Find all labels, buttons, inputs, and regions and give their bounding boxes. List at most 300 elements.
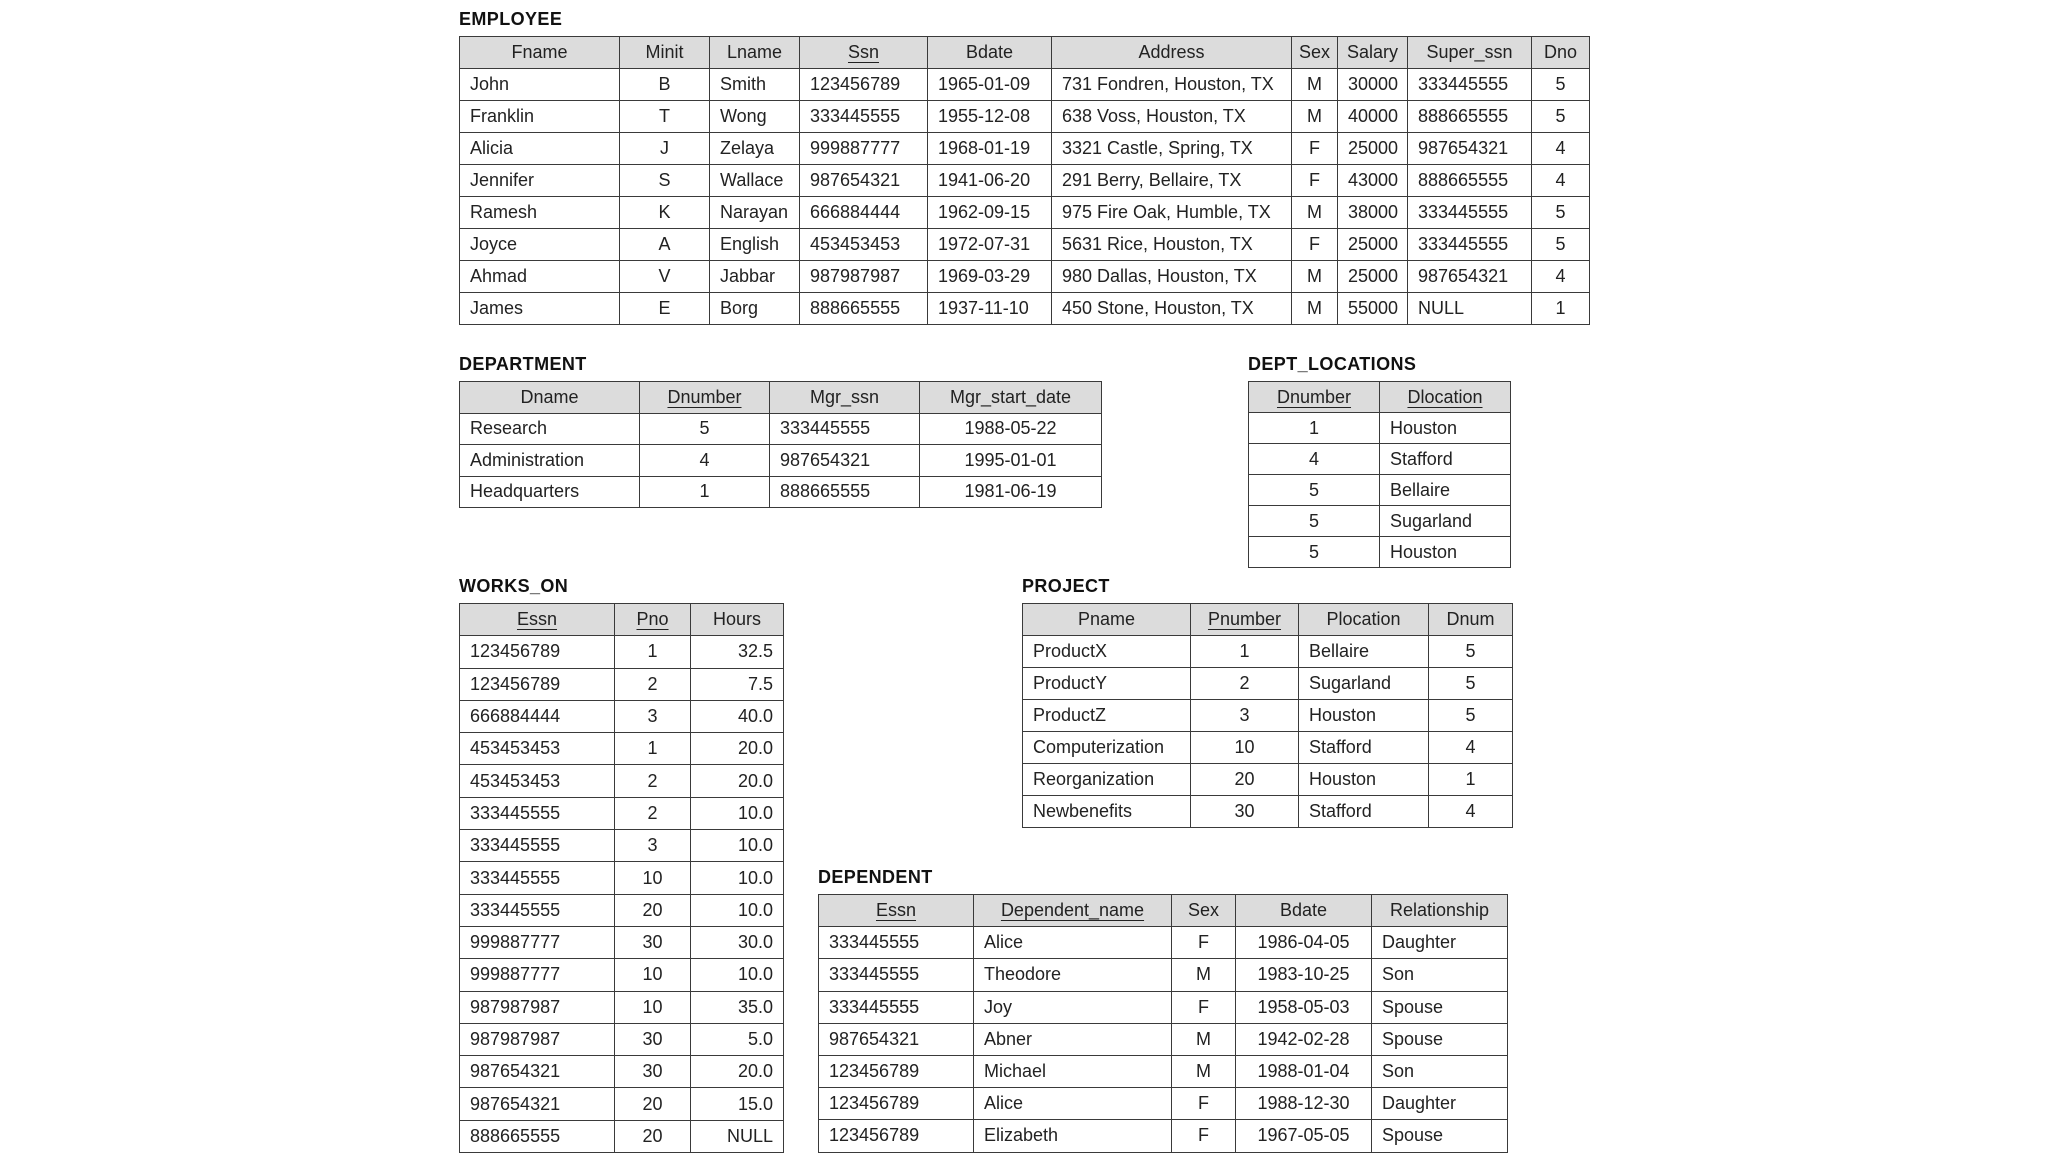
works-on-cell: 40.0 <box>691 700 784 732</box>
dept-locations-table-row <box>1249 444 1511 475</box>
dependent-table-row <box>819 927 1508 959</box>
employee-cell: 5 <box>1532 69 1590 101</box>
employee-cell: 987987987 <box>800 261 928 293</box>
employee-column-header-label: Ssn <box>847 42 880 62</box>
employee-cell: 888665555 <box>1408 165 1532 197</box>
employee-column-header-label: Dno <box>1543 42 1578 62</box>
employee-column-header <box>1408 37 1532 69</box>
project-cell: Sugarland <box>1299 668 1429 700</box>
department-column-header-label: Dnumber <box>667 386 742 407</box>
project-cell: 5 <box>1429 700 1513 732</box>
project-table-row <box>1023 700 1513 732</box>
works-on-column-header <box>460 604 615 636</box>
project-column-header-label: Plocation <box>1326 609 1401 629</box>
employee-title: EMPLOYEE <box>459 9 563 29</box>
employee-table-row <box>460 197 1590 229</box>
dependent-cell: 333445555 <box>819 991 974 1023</box>
employee-cell: Alicia <box>460 133 620 165</box>
project-table <box>1022 603 1513 828</box>
project-cell: 5 <box>1429 636 1513 668</box>
dependent-column-header-label: Essn <box>875 900 917 921</box>
works-on-table-row <box>460 668 784 700</box>
dependent-cell: 333445555 <box>819 927 974 959</box>
project-column-header-label: Dnum <box>1446 609 1495 629</box>
works-on-cell: 987987987 <box>460 1023 615 1055</box>
project-header-row <box>1023 604 1513 636</box>
department-table <box>459 381 1102 508</box>
department-cell: 333445555 <box>770 413 920 445</box>
employee-column-header-label: Address <box>1138 42 1205 62</box>
works-on-cell: 999887777 <box>460 959 615 991</box>
employee-cell: 888665555 <box>800 293 928 325</box>
department-cell: 987654321 <box>770 445 920 477</box>
works-on-cell: 333445555 <box>460 862 615 894</box>
works-on-cell: 20 <box>615 1120 691 1152</box>
dept-locations-table-block <box>1248 353 1511 568</box>
dependent-table-row <box>819 1088 1508 1120</box>
employee-cell: T <box>620 101 710 133</box>
project-cell: 10 <box>1191 732 1299 764</box>
works-on-cell: 3 <box>615 700 691 732</box>
employee-column-header-label: Super_ssn <box>1426 42 1513 62</box>
dependent-cell: 987654321 <box>819 1023 974 1055</box>
dependent-cell: F <box>1172 1120 1236 1152</box>
employee-cell: Smith <box>710 69 800 101</box>
employee-cell: Joyce <box>460 229 620 261</box>
dept-locations-title: DEPT_LOCATIONS <box>1248 354 1417 374</box>
works-on-cell: 10.0 <box>691 797 784 829</box>
works-on-cell: 123456789 <box>460 668 615 700</box>
employee-cell: 1965-01-09 <box>928 69 1052 101</box>
dependent-cell: Abner <box>974 1023 1172 1055</box>
works-on-cell: 20.0 <box>691 1056 784 1088</box>
employee-cell: 1968-01-19 <box>928 133 1052 165</box>
dependent-cell: F <box>1172 927 1236 959</box>
dependent-table-block <box>818 866 1508 1153</box>
employee-table-row <box>460 165 1590 197</box>
works-on-cell: 999887777 <box>460 926 615 958</box>
works-on-column-header <box>615 604 691 636</box>
employee-column-header-label: Minit <box>645 42 684 62</box>
works-on-table-block <box>459 575 784 1153</box>
works-on-table-row <box>460 991 784 1023</box>
employee-table-row <box>460 293 1590 325</box>
works-on-table <box>459 603 784 1153</box>
employee-cell: NULL <box>1408 293 1532 325</box>
dependent-table <box>818 894 1508 1153</box>
dependent-cell: 1988-01-04 <box>1236 1055 1372 1087</box>
dept-locations-cell: Stafford <box>1380 444 1511 475</box>
works-on-header-row <box>460 604 784 636</box>
project-cell: 5 <box>1429 668 1513 700</box>
works-on-cell: 987987987 <box>460 991 615 1023</box>
employee-column-header-label: Fname <box>511 42 568 62</box>
project-title: PROJECT <box>1022 576 1110 596</box>
dependent-cell: M <box>1172 959 1236 991</box>
employee-column-header <box>1532 37 1590 69</box>
employee-cell: E <box>620 293 710 325</box>
employee-cell: Borg <box>710 293 800 325</box>
dept-locations-cell: Bellaire <box>1380 475 1511 506</box>
works-on-cell: 20.0 <box>691 733 784 765</box>
employee-table-row <box>460 261 1590 293</box>
dependent-cell: 1986-04-05 <box>1236 927 1372 959</box>
dependent-column-header-label: Sex <box>1187 900 1220 921</box>
project-table-row <box>1023 796 1513 828</box>
employee-table-block <box>459 8 1590 325</box>
employee-cell: 666884444 <box>800 197 928 229</box>
employee-cell: 333445555 <box>800 101 928 133</box>
works-on-cell: 10 <box>615 991 691 1023</box>
employee-cell: 5 <box>1532 229 1590 261</box>
dependent-cell: 1988-12-30 <box>1236 1088 1372 1120</box>
department-cell: Administration <box>460 445 640 477</box>
dependent-cell: Alice <box>974 1088 1172 1120</box>
dependent-table-row <box>819 959 1508 991</box>
dependent-cell: Elizabeth <box>974 1120 1172 1152</box>
employee-table-row <box>460 101 1590 133</box>
employee-column-header-label: Salary <box>1346 42 1399 62</box>
dependent-cell: 333445555 <box>819 959 974 991</box>
employee-cell: 3321 Castle, Spring, TX <box>1052 133 1292 165</box>
works-on-column-header-label: Essn <box>516 609 558 630</box>
dependent-column-header-label: Dependent_name <box>1000 900 1145 921</box>
employee-cell: 1 <box>1532 293 1590 325</box>
works-on-cell: 987654321 <box>460 1056 615 1088</box>
works-on-table-row <box>460 700 784 732</box>
department-column-header-label: Mgr_start_date <box>949 386 1072 407</box>
department-cell: Headquarters <box>460 476 640 508</box>
employee-cell: 30000 <box>1338 69 1408 101</box>
works-on-cell: 666884444 <box>460 700 615 732</box>
dependent-cell: 1967-05-05 <box>1236 1120 1372 1152</box>
employee-cell: 123456789 <box>800 69 928 101</box>
employee-cell: 453453453 <box>800 229 928 261</box>
employee-cell: 450 Stone, Houston, TX <box>1052 293 1292 325</box>
dependent-table-row <box>819 991 1508 1023</box>
dependent-cell: Spouse <box>1372 1023 1508 1055</box>
dept-locations-table-row <box>1249 506 1511 537</box>
works-on-column-header-label: Pno <box>636 609 669 630</box>
dependent-title: DEPENDENT <box>818 867 933 887</box>
works-on-table-row <box>460 1023 784 1055</box>
employee-cell: M <box>1292 293 1338 325</box>
works-on-column-header-label: Hours <box>712 609 761 630</box>
works-on-cell: 15.0 <box>691 1088 784 1120</box>
project-cell: 2 <box>1191 668 1299 700</box>
project-cell: 3 <box>1191 700 1299 732</box>
dependent-cell: Alice <box>974 927 1172 959</box>
works-on-table-row <box>460 926 784 958</box>
employee-cell: 333445555 <box>1408 229 1532 261</box>
works-on-table-row <box>460 894 784 926</box>
dependent-cell: F <box>1172 1088 1236 1120</box>
dept-locations-cell: Houston <box>1380 413 1511 444</box>
works-on-cell: 1 <box>615 636 691 668</box>
employee-cell: 980 Dallas, Houston, TX <box>1052 261 1292 293</box>
works-on-cell: 888665555 <box>460 1120 615 1152</box>
works-on-cell: 10 <box>615 959 691 991</box>
employee-cell: 1941-06-20 <box>928 165 1052 197</box>
project-column-header <box>1023 604 1191 636</box>
employee-cell: 43000 <box>1338 165 1408 197</box>
employee-table-row <box>460 69 1590 101</box>
employee-cell: 1972-07-31 <box>928 229 1052 261</box>
employee-cell: English <box>710 229 800 261</box>
employee-cell: B <box>620 69 710 101</box>
works-on-cell: 10.0 <box>691 959 784 991</box>
dept-locations-table-row <box>1249 475 1511 506</box>
employee-cell: 987654321 <box>1408 133 1532 165</box>
dependent-cell: Son <box>1372 1055 1508 1087</box>
employee-cell: 5 <box>1532 197 1590 229</box>
dependent-cell: Spouse <box>1372 1120 1508 1152</box>
employee-column-header-label: Bdate <box>965 42 1014 62</box>
project-cell: ProductX <box>1023 636 1191 668</box>
employee-cell: John <box>460 69 620 101</box>
works-on-cell: NULL <box>691 1120 784 1152</box>
employee-cell: 1955-12-08 <box>928 101 1052 133</box>
dept-locations-cell: 5 <box>1249 475 1380 506</box>
works-on-table-row <box>460 830 784 862</box>
works-on-cell: 3 <box>615 830 691 862</box>
dept-locations-cell: 4 <box>1249 444 1380 475</box>
dependent-cell: 123456789 <box>819 1088 974 1120</box>
employee-cell: 40000 <box>1338 101 1408 133</box>
dependent-cell: 1958-05-03 <box>1236 991 1372 1023</box>
employee-cell: James <box>460 293 620 325</box>
works-on-cell: 333445555 <box>460 830 615 862</box>
employee-cell: 975 Fire Oak, Humble, TX <box>1052 197 1292 229</box>
dependent-cell: 1983-10-25 <box>1236 959 1372 991</box>
project-cell: 1 <box>1429 764 1513 796</box>
project-table-row <box>1023 636 1513 668</box>
works-on-cell: 20.0 <box>691 765 784 797</box>
dependent-table-row <box>819 1055 1508 1087</box>
employee-column-header <box>928 37 1052 69</box>
employee-cell: Jabbar <box>710 261 800 293</box>
department-column-header-label: Dname <box>520 386 579 407</box>
employee-cell: 888665555 <box>1408 101 1532 133</box>
project-cell: 4 <box>1429 732 1513 764</box>
dependent-cell: Spouse <box>1372 991 1508 1023</box>
project-table-block <box>1022 575 1513 828</box>
department-table-row <box>460 445 1102 477</box>
department-table-block <box>459 353 1102 508</box>
project-column-header <box>1429 604 1513 636</box>
employee-cell: F <box>1292 133 1338 165</box>
employee-cell: 25000 <box>1338 261 1408 293</box>
employee-cell: M <box>1292 261 1338 293</box>
dept-locations-header-row <box>1249 382 1511 413</box>
project-cell: 4 <box>1429 796 1513 828</box>
works-on-cell: 10.0 <box>691 862 784 894</box>
employee-column-header <box>710 37 800 69</box>
works-on-cell: 123456789 <box>460 636 615 668</box>
employee-column-header <box>460 37 620 69</box>
works-on-cell: 987654321 <box>460 1088 615 1120</box>
department-table-row <box>460 476 1102 508</box>
dept-locations-table <box>1248 381 1511 568</box>
works-on-table-row <box>460 862 784 894</box>
works-on-table-row <box>460 1088 784 1120</box>
dependent-column-header <box>1236 895 1372 927</box>
employee-cell: Jennifer <box>460 165 620 197</box>
works-on-cell: 32.5 <box>691 636 784 668</box>
employee-cell: F <box>1292 165 1338 197</box>
dept-locations-table-row <box>1249 537 1511 568</box>
employee-cell: 291 Berry, Bellaire, TX <box>1052 165 1292 197</box>
employee-cell: S <box>620 165 710 197</box>
employee-cell: M <box>1292 197 1338 229</box>
employee-cell: Ramesh <box>460 197 620 229</box>
project-cell: 30 <box>1191 796 1299 828</box>
project-cell: Reorganization <box>1023 764 1191 796</box>
works-on-cell: 30 <box>615 926 691 958</box>
works-on-table-row <box>460 636 784 668</box>
employee-column-header <box>1338 37 1408 69</box>
employee-cell: 638 Voss, Houston, TX <box>1052 101 1292 133</box>
works-on-cell: 20 <box>615 1088 691 1120</box>
employee-cell: 38000 <box>1338 197 1408 229</box>
employee-cell: 987654321 <box>1408 261 1532 293</box>
works-on-cell: 333445555 <box>460 797 615 829</box>
dept-locations-cell: 5 <box>1249 537 1380 568</box>
works-on-column-header <box>691 604 784 636</box>
dept-locations-column-header-label: Dlocation <box>1407 386 1483 407</box>
works-on-cell: 20 <box>615 894 691 926</box>
department-cell: 1988-05-22 <box>920 413 1102 445</box>
works-on-cell: 1 <box>615 733 691 765</box>
employee-column-header <box>1052 37 1292 69</box>
employee-cell: Ahmad <box>460 261 620 293</box>
project-table-row <box>1023 732 1513 764</box>
department-title: DEPARTMENT <box>459 354 587 374</box>
dependent-column-header <box>819 895 974 927</box>
employee-cell: Zelaya <box>710 133 800 165</box>
department-cell: 1981-06-19 <box>920 476 1102 508</box>
project-table-row <box>1023 668 1513 700</box>
employee-cell: K <box>620 197 710 229</box>
dependent-cell: Daughter <box>1372 1088 1508 1120</box>
employee-cell: M <box>1292 69 1338 101</box>
dependent-cell: Daughter <box>1372 927 1508 959</box>
works-on-cell: 30 <box>615 1056 691 1088</box>
works-on-table-row <box>460 1056 784 1088</box>
employee-cell: 333445555 <box>1408 197 1532 229</box>
dependent-column-header-label: Relationship <box>1389 900 1490 921</box>
employee-cell: Franklin <box>460 101 620 133</box>
department-cell: 1995-01-01 <box>920 445 1102 477</box>
dept-locations-column-header <box>1249 382 1380 413</box>
dependent-cell: 123456789 <box>819 1055 974 1087</box>
works-on-cell: 10 <box>615 862 691 894</box>
dept-locations-cell: 5 <box>1249 506 1380 537</box>
employee-column-header <box>800 37 928 69</box>
works-on-cell: 30 <box>615 1023 691 1055</box>
employee-cell: 25000 <box>1338 133 1408 165</box>
dependent-cell: F <box>1172 991 1236 1023</box>
employee-cell: Wong <box>710 101 800 133</box>
project-cell: Houston <box>1299 764 1429 796</box>
department-column-header <box>460 382 640 414</box>
works-on-cell: 10.0 <box>691 894 784 926</box>
department-cell: Research <box>460 413 640 445</box>
dependent-table-row <box>819 1023 1508 1055</box>
works-on-cell: 10.0 <box>691 830 784 862</box>
project-cell: 20 <box>1191 764 1299 796</box>
employee-cell: 25000 <box>1338 229 1408 261</box>
dependent-column-header-label: Bdate <box>1279 900 1328 921</box>
dept-locations-cell: 1 <box>1249 413 1380 444</box>
employee-cell: 987654321 <box>800 165 928 197</box>
dept-locations-column-header <box>1380 382 1511 413</box>
dependent-cell: M <box>1172 1055 1236 1087</box>
department-cell: 1 <box>640 476 770 508</box>
project-table-row <box>1023 764 1513 796</box>
employee-table <box>459 36 1590 325</box>
works-on-table-row <box>460 1120 784 1152</box>
dependent-table-row <box>819 1120 1508 1152</box>
employee-cell: 999887777 <box>800 133 928 165</box>
works-on-cell: 453453453 <box>460 765 615 797</box>
works-on-cell: 2 <box>615 797 691 829</box>
dependent-cell: M <box>1172 1023 1236 1055</box>
department-column-header-label: Mgr_ssn <box>809 386 880 407</box>
department-cell: 4 <box>640 445 770 477</box>
works-on-cell: 2 <box>615 668 691 700</box>
project-cell: Stafford <box>1299 732 1429 764</box>
works-on-cell: 333445555 <box>460 894 615 926</box>
department-column-header <box>640 382 770 414</box>
project-cell: Bellaire <box>1299 636 1429 668</box>
project-column-header-label: Pnumber <box>1207 609 1282 629</box>
project-column-header-label: Pname <box>1077 609 1136 629</box>
dept-locations-table-row <box>1249 413 1511 444</box>
project-cell: ProductY <box>1023 668 1191 700</box>
employee-cell: 55000 <box>1338 293 1408 325</box>
project-column-header <box>1299 604 1429 636</box>
employee-cell: A <box>620 229 710 261</box>
project-cell: Stafford <box>1299 796 1429 828</box>
works-on-table-row <box>460 959 784 991</box>
employee-cell: 1962-09-15 <box>928 197 1052 229</box>
project-cell: Computerization <box>1023 732 1191 764</box>
employee-column-header-label: Sex <box>1298 42 1331 62</box>
employee-cell: 5631 Rice, Houston, TX <box>1052 229 1292 261</box>
works-on-cell: 30.0 <box>691 926 784 958</box>
department-table-row <box>460 413 1102 445</box>
employee-cell: F <box>1292 229 1338 261</box>
department-cell: 5 <box>640 413 770 445</box>
employee-cell: 333445555 <box>1408 69 1532 101</box>
project-cell: 1 <box>1191 636 1299 668</box>
employee-column-header-label: Lname <box>726 42 783 62</box>
project-cell: Newbenefits <box>1023 796 1191 828</box>
dependent-column-header <box>1372 895 1508 927</box>
employee-column-header <box>620 37 710 69</box>
employee-cell: 4 <box>1532 261 1590 293</box>
works-on-cell: 5.0 <box>691 1023 784 1055</box>
employee-table-row <box>460 133 1590 165</box>
employee-cell: 1937-11-10 <box>928 293 1052 325</box>
works-on-cell: 35.0 <box>691 991 784 1023</box>
employee-cell: Wallace <box>710 165 800 197</box>
dependent-cell: 1942-02-28 <box>1236 1023 1372 1055</box>
works-on-title: WORKS_ON <box>459 576 569 596</box>
project-cell: Houston <box>1299 700 1429 732</box>
works-on-table-row <box>460 765 784 797</box>
